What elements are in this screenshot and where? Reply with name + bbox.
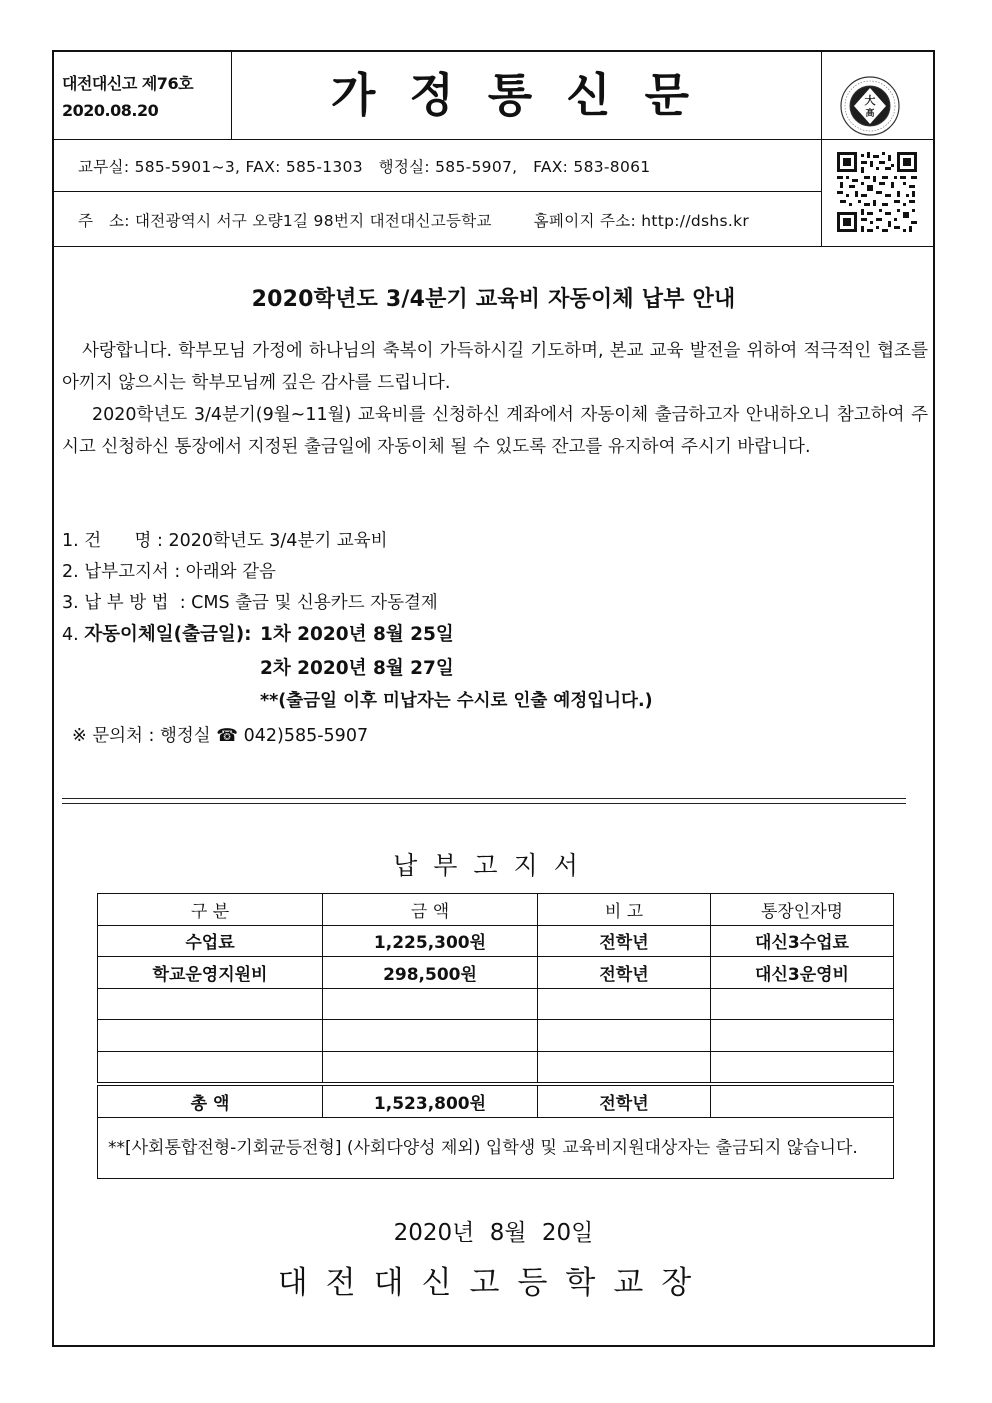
column-header: 금 액 — [323, 894, 538, 926]
table-cell — [323, 1020, 538, 1052]
table-cell — [98, 1051, 323, 1084]
payment-slip-title: 납부고지서 — [393, 851, 594, 880]
issue-date-footer: 2020년 8월 20일 — [393, 1220, 594, 1246]
newsletter-title: 가정통신문 — [330, 68, 724, 122]
total-label: 총 액 — [98, 1084, 323, 1117]
svg-text:大: 大 — [864, 94, 876, 107]
payment-slip-table — [97, 893, 894, 1179]
table-cell: 1,225,300원 — [323, 925, 538, 957]
notice-paragraph: 2020학년도 3/4분기(9월~11월) 교육비를 신청하신 계좌에서 자동이체 출금하고자 안내하오니 참고하여 주시고 신청하신 통장에서 지정된 출금일에 자동이체 될 수 있도록 잔고를 유지하여 주시기 바랍니다. — [62, 405, 928, 457]
table-cell — [711, 988, 894, 1020]
table-row — [98, 988, 894, 1020]
list-item: 1. 건 명 : 2020학년도 3/4분기 교육비 — [62, 531, 388, 551]
divider — [62, 798, 906, 804]
table-cell — [98, 1020, 323, 1052]
exemption-note: **[사회통합전형-기회균등전형] (사회다양성 제외) 입학생 및 교육비지원대상자는 출금되지 않습니다. — [98, 1117, 894, 1178]
table-cell — [538, 1051, 711, 1084]
total-row — [98, 1084, 894, 1117]
table-row — [98, 1020, 894, 1052]
note-row — [98, 1117, 894, 1178]
table-cell: 전학년 — [538, 957, 711, 989]
table-row — [98, 1051, 894, 1084]
issue-number: 대전대신고 제76호 — [62, 74, 194, 93]
greeting-paragraph: 사랑합니다. 학부모님 가정에 하나님의 축복이 가득하시길 기도하며, 본교 교육 발전을 위하여 적극적인 협조를 아끼지 않으시는 학부모님께 깊은 감사를 드립니다. — [62, 341, 928, 393]
school-seal-icon — [840, 76, 900, 136]
table-cell — [538, 988, 711, 1020]
inquiry-contact: ※ 문의처 : 행정실 ☎ 042)585-5907 — [72, 726, 369, 746]
contact-line: 교무실: 585-5901~3, FAX: 585-1303 행정실: 585-5907, FAX: 583-8061 — [78, 158, 651, 176]
debit-note: **(출금일 이후 미납자는 수시로 인출 예정입니다.) — [260, 691, 653, 711]
item4-label: 자동이체일(출금일): — [84, 624, 252, 645]
table-cell — [711, 1020, 894, 1052]
table-cell — [538, 1020, 711, 1052]
issue-date: 2020.08.20 — [62, 101, 159, 120]
list-item: 3. 납 부 방 법 : CMS 출금 및 신용카드 자동결제 — [62, 593, 438, 613]
issue-info — [62, 70, 193, 124]
table-cell: 전학년 — [538, 925, 711, 957]
table-cell — [323, 988, 538, 1020]
column-header: 비 고 — [538, 894, 711, 926]
table-cell: 대신3운영비 — [711, 957, 894, 989]
total-amount: 1,523,800원 — [323, 1084, 538, 1117]
principal-signature: 대전대신고등학교장 — [277, 1265, 710, 1301]
table-cell — [98, 988, 323, 1020]
table-cell: 수업료 — [98, 925, 323, 957]
address-line: 주 소: 대전광역시 서구 오량1길 98번지 대전대신고등학교 홈페이지 주소: http://dshs.kr — [78, 212, 750, 230]
column-header: 구 분 — [98, 894, 323, 926]
table-cell: 298,500원 — [323, 957, 538, 989]
item4-number: 4. — [62, 625, 79, 645]
total-account-name — [711, 1084, 894, 1117]
table-header-row — [98, 894, 894, 926]
qr-code-icon — [837, 152, 917, 232]
letterhead — [54, 52, 933, 248]
document-title: 2020학년도 3/4분기 교육비 자동이체 납부 안내 — [251, 287, 736, 312]
first-debit-date: 1차 2020년 8월 25일 — [260, 624, 454, 645]
second-debit-date: 2차 2020년 8월 27일 — [260, 658, 454, 679]
total-remark: 전학년 — [538, 1084, 711, 1117]
table-cell — [711, 1051, 894, 1084]
list-item: 2. 납부고지서 : 아래와 같음 — [62, 562, 276, 582]
table-row — [98, 957, 894, 989]
column-header: 통장인자명 — [711, 894, 894, 926]
svg-text:高: 高 — [865, 109, 875, 119]
table-cell — [323, 1051, 538, 1084]
document-frame — [52, 50, 935, 1347]
table-row — [98, 925, 894, 957]
table-cell: 학교운영지원비 — [98, 957, 323, 989]
table-cell: 대신3수업료 — [711, 925, 894, 957]
